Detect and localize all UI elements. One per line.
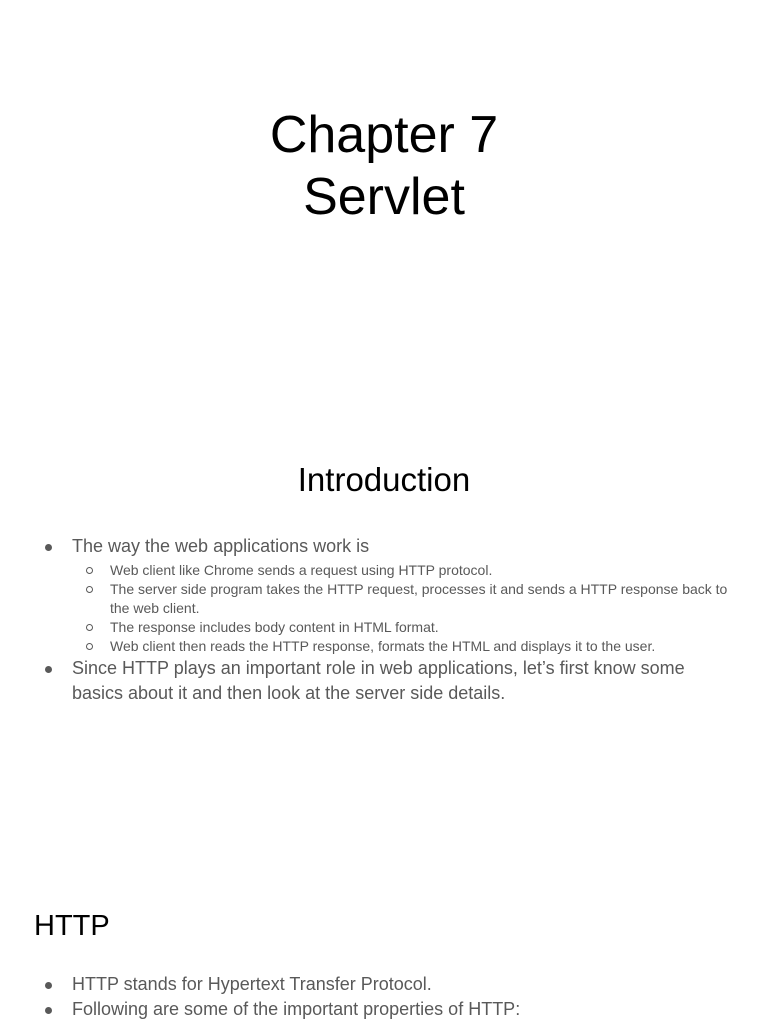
intro-bullet-item	[0, 534, 740, 656]
bullet-circle-icon	[86, 567, 93, 574]
intro-heading: Introduction	[297, 461, 471, 498]
http-bullet-item	[0, 997, 740, 1022]
intro-bullet-text: The way the web applications work is	[72, 536, 370, 556]
http-heading: HTTP	[34, 910, 110, 942]
http-bullet-text: Following are some of the important properties of HTTP:	[72, 999, 521, 1019]
http-bullet-list	[0, 972, 740, 1022]
bullet-circle-icon	[86, 643, 93, 650]
intro-sub-bullet-text: The server side program takes the HTTP request, processes it and sends a HTTP response back to the web client.	[110, 581, 728, 616]
intro-sub-bullet-list	[72, 561, 740, 656]
intro-bullet-item	[0, 656, 740, 706]
bullet-dot-icon	[45, 544, 52, 551]
title-line-chapter: Chapter 7	[269, 106, 499, 164]
intro-slide	[0, 432, 768, 864]
intro-sub-bullet-text: Web client then reads the HTTP response, formats the HTML and displays it to the user.	[110, 638, 656, 654]
bullet-circle-icon	[86, 586, 93, 593]
http-bullet-text: HTTP stands for Hypertext Transfer Protocol.	[72, 974, 432, 994]
bullet-dot-icon	[45, 666, 52, 673]
http-bullet-item	[0, 972, 740, 997]
http-slide	[0, 864, 768, 1024]
intro-sub-bullet-text: Web client like Chrome sends a request using HTTP protocol.	[110, 562, 493, 578]
intro-bullet-text: Since HTTP plays an important role in web applications, let’s first know some basics about it and then look at the server side details.	[72, 658, 685, 703]
intro-bullet-list	[0, 534, 740, 706]
intro-sub-bullet-item	[72, 618, 740, 637]
intro-sub-bullet-item	[72, 637, 740, 656]
bullet-circle-icon	[86, 624, 93, 631]
title-slide	[0, 0, 768, 432]
slide-title	[0, 104, 768, 228]
title-line-topic: Servlet	[303, 168, 465, 226]
bullet-dot-icon	[45, 1007, 52, 1014]
bullet-dot-icon	[45, 982, 52, 989]
intro-sub-bullet-item	[72, 561, 740, 580]
intro-sub-bullet-text: The response includes body content in HTML format.	[110, 619, 439, 635]
intro-sub-bullet-item	[72, 580, 740, 618]
